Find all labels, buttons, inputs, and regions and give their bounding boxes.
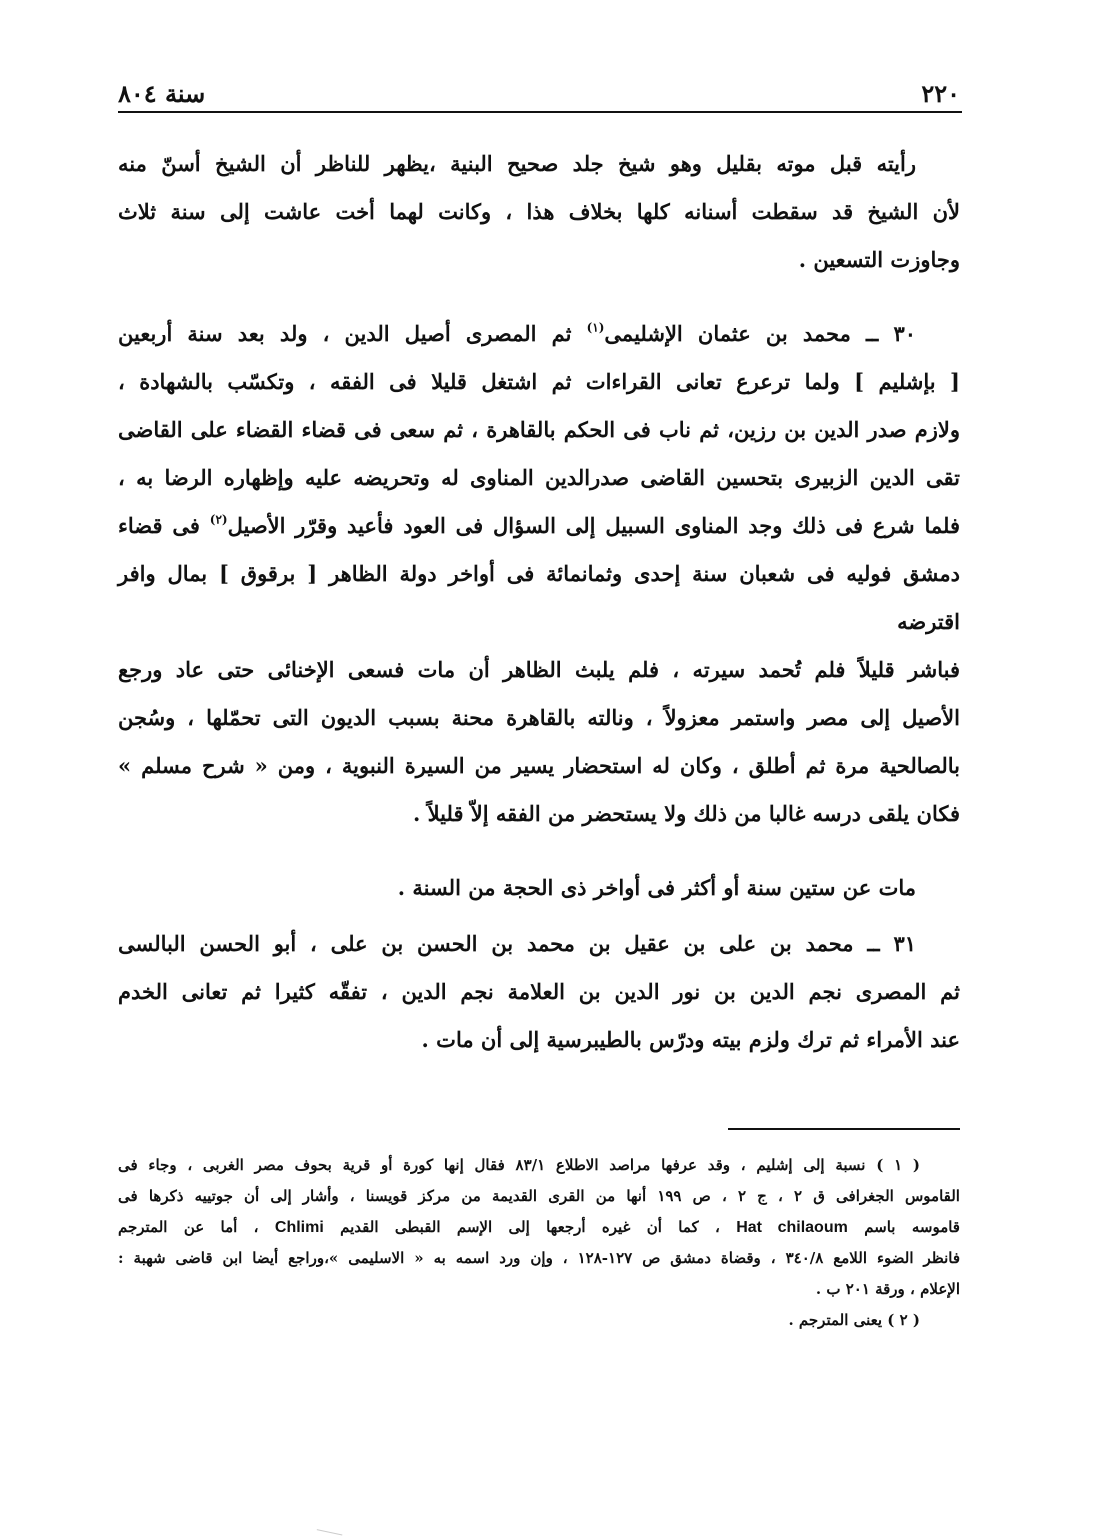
footnote-line: فانظر الضوء اللامع ٣٤٠/٨ ، وقضاة دمشق ص ١٢٧-١٢٨ ، وإن ورد اسمه به « الاسليمى »،وراجع أيضا ابن قاضى شهبة : bbox=[118, 1249, 961, 1267]
latin-term: Chlimi bbox=[274, 1219, 324, 1236]
text-line: رأيته قبل موته بقليل وهو شيخ جلد صحيح البنية ،يظهر للناظر أن الشيخ أسنّ منه bbox=[118, 151, 916, 176]
text-line: فكان يلقى درسه غالبا من ذلك ولا يستحضر من الفقه إلاّ قليلاً . bbox=[413, 801, 960, 826]
paragraph-continuation bbox=[118, 140, 960, 284]
text-line: ثم المصرى نجم الدين بن نور الدين بن العلامة نجم الدين ، تفقّه كثيرا ثم تعانى الخدم bbox=[118, 979, 960, 1004]
footnote-line: القاموس الجغرافى ق ٢ ، ج ٢ ، ص ١٩٩ أنها من القرى القديمة من مركز قويسنا ، وأشار إلى أن جوتييه ذكرها فى bbox=[118, 1187, 960, 1205]
text-line: تقى الدين الزبيرى بتحسين القاضى صدرالدين المناوى له وتحريضه عليه وإظهاره الرضا به ، bbox=[118, 465, 960, 490]
year-heading: سنة ٨٠٤ bbox=[118, 79, 206, 108]
main-text bbox=[118, 140, 960, 1064]
text-line: فباشر قليلاً فلم تُحمد سيرته ، فلم يلبث الظاهر أن مات فسعى الإخنائى حتى عاد ورجع bbox=[118, 657, 960, 682]
text-line: لأن الشيخ قد سقطت أسنانه كلها بخلاف هذا ، وكانت لهما أخت عاشت إلى سنة ثلاث bbox=[118, 199, 960, 224]
death-note bbox=[118, 864, 960, 912]
footnote-rule bbox=[728, 1128, 960, 1130]
footnote-line: ( ٢ ) يعنى المترجم . bbox=[788, 1311, 920, 1329]
footnote-line: ( ١ ) نسبة إلى إشليم ، وقد عرفها مراصد الاطلاع ٨٣/١ فقال إنها كورة أو قرية بحوف مصر الغربى ، وجاء فى bbox=[118, 1156, 920, 1174]
footnote-ref-2[interactable]: (٢) bbox=[209, 512, 228, 527]
entry-31 bbox=[118, 920, 960, 1064]
header-rule bbox=[118, 111, 962, 113]
footnote-line: الإعلام ، ورقة ٢٠١ ب . bbox=[815, 1280, 960, 1298]
text-line: [ بإشليم ] ولما ترعرع تعانى القراءات ثم اشتغل قليلا فى الفقه ، وتكسّب بالشهادة ، bbox=[118, 369, 960, 394]
text-line: فلما شرع فى ذلك وجد المناوى السبيل إلى السؤال فى العود فأعيد وقرّر الأصيل$^{(٢)}$ فى قضاء bbox=[118, 512, 960, 538]
footnotes bbox=[118, 1150, 960, 1336]
text-line: عند الأمراء ثم ترك ولزم بيته ودرّس بالطيبرسية إلى أن مات . bbox=[421, 1027, 960, 1052]
footnote-ref-1[interactable]: (١) bbox=[586, 320, 605, 335]
text-line: ٣٠ ــ محمد بن عثمان الإشليمى$^{(١)}$ ثم المصرى أصيل الدين ، ولد بعد سنة أربعين bbox=[118, 320, 917, 346]
entry-30 bbox=[118, 310, 960, 838]
text-line: مات عن ستين سنة أو أكثر فى أواخر ذى الحجة من السنة . bbox=[397, 875, 916, 900]
text-line: الأصيل إلى مصر واستمر معزولاً ، ونالته بالقاهرة محنة بسبب الديون التى تحمّلها ، وسُجن bbox=[118, 705, 960, 730]
entry-30-heading: ٣٠ ــ محمد بن عثمان الإشليمى bbox=[604, 321, 917, 346]
page-number: ٢٢٠ bbox=[921, 79, 960, 108]
page-header bbox=[118, 68, 960, 108]
scan-smudge bbox=[317, 1515, 346, 1535]
text-line: ٣١ ــ محمد بن على بن عقيل بن محمد بن الحسن بن على ، أبو الحسن البالسى bbox=[118, 931, 916, 956]
text-line: وجاوزت التسعين . bbox=[798, 247, 960, 272]
footnote-2 bbox=[118, 1305, 960, 1336]
footnote-line: قاموسه باسم Hat chilaoum ، كما أن غيره أرجعها إلى الإسم القبطى القديم Chlimi ، أما عن المترجم bbox=[118, 1218, 960, 1236]
text-line: بالصالحية مرة ثم أطلق ، وكان له استحضار يسير من السيرة النبوية ، ومن « شرح مسلم » bbox=[118, 753, 960, 778]
text-line: ولازم صدر الدين بن رزين، ثم ناب فى الحكم بالقاهرة ، ثم سعى فى قضاء القضاء على القاضى bbox=[118, 417, 960, 442]
text-line: دمشق فوليه فى شعبان سنة إحدى وثمانمائة فى أواخر دولة الظاهر [ برقوق ] بمال وافر اقترضه bbox=[118, 561, 960, 634]
latin-term: Hat chilaoum bbox=[736, 1219, 848, 1236]
footnote-1 bbox=[118, 1150, 960, 1305]
